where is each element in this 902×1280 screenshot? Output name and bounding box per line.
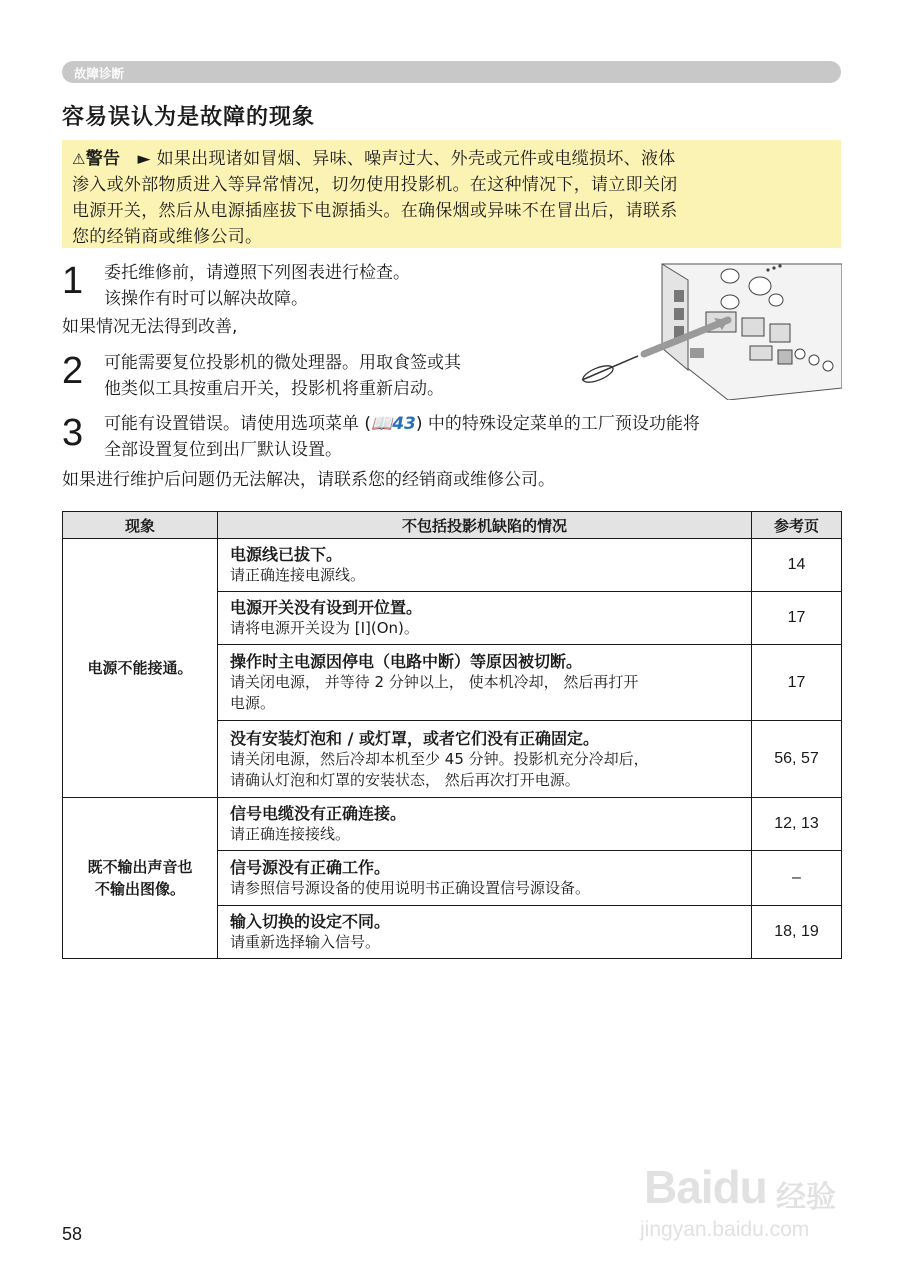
condition-desc: 请关闭电源，然后冷却本机至少 45 分钟。投影机充分冷却后， (230, 749, 649, 768)
step-text (104, 350, 461, 402)
table-header-row (63, 512, 842, 539)
condition-desc: 电源。 (230, 694, 276, 712)
step-text (104, 260, 410, 312)
step-number: 3 (62, 412, 84, 454)
watermark-url: jingyan.baidu.com (640, 1218, 810, 1241)
watermark (636, 1150, 846, 1250)
watermark-brand: Baidu (644, 1161, 767, 1213)
condition-title: 信号源没有正确工作。 (230, 858, 391, 877)
condition-title: 输入切换的设定不同。 (230, 912, 391, 931)
table-row (63, 539, 842, 592)
warning-label: 警告 (85, 149, 121, 169)
note-text: 如果进行维护后问题仍无法解决，请联系您的经销商或维修公司。 (62, 470, 555, 490)
step-number: 2 (62, 350, 84, 392)
section-bar (62, 61, 841, 83)
condition-cell (218, 906, 752, 959)
warning-arrow: ► (137, 149, 151, 169)
condition-desc: 请关闭电源， 并等待 2 分钟以上， 使本机冷却， 然后再打开 (230, 673, 639, 691)
step-line: 该操作有时可以解决故障。 (104, 289, 308, 309)
condition-desc: 请确认灯泡和灯罩的安装状态， 然后再次打开电源。 (230, 770, 580, 789)
warning-box (62, 140, 841, 248)
phenomenon-line: 既不输出声音也 (87, 858, 193, 876)
condition-desc: 请将电源开关设为 [I](On)。 (230, 619, 419, 637)
condition-desc: 请参照信号源设备的使用说明书正确设置信号源设备。 (230, 879, 591, 897)
step-text-part: ) 中的特殊设定菜单的工厂预设功能将 (415, 414, 700, 434)
condition-cell (218, 798, 752, 851)
page-ref-cell: – (752, 851, 842, 906)
column-header: 参考页 (752, 512, 842, 539)
column-header: 现象 (63, 512, 218, 539)
page-ref-cell: 17 (752, 645, 842, 721)
phenomenon-cell (63, 798, 218, 959)
table-row (63, 798, 842, 851)
condition-title: 操作时主电源因停电（电路中断）等原因被切断。 (230, 652, 583, 671)
condition-title: 电源线已拔下。 (230, 545, 343, 564)
page-title: 容易误认为是故障的现象 (62, 105, 316, 130)
condition-title: 信号电缆没有正确连接。 (230, 804, 407, 823)
condition-cell (218, 645, 752, 721)
page-number: 58 (62, 1224, 83, 1244)
condition-desc: 请重新选择输入信号。 (230, 933, 381, 951)
step-line: 可能需要复位投影机的微处理器。用取食签或其 (104, 353, 461, 373)
watermark-cn: 经验 (776, 1180, 836, 1215)
troubleshooting-table (62, 511, 842, 959)
projector-reset-illustration (578, 260, 842, 400)
page-ref-cell: 14 (752, 539, 842, 592)
step-line: 全部设置复位到出厂默认设置。 (104, 440, 342, 460)
condition-desc: 请正确连接电源线。 (230, 566, 366, 584)
warning-line: 电源开关，然后从电源插座拔下电源插头。在确保烟或异味不在冒出后，请联系 (72, 201, 678, 221)
column-header: 不包括投影机缺陷的情况 (218, 512, 752, 539)
page-ref-cell: 18, 19 (752, 906, 842, 959)
warning-triangle-icon: ⚠ (72, 150, 86, 168)
condition-cell (218, 539, 752, 592)
phenomenon-line: 不输出图像。 (94, 880, 185, 898)
step-text (104, 411, 700, 463)
step-line (104, 411, 700, 437)
page-ref-cell: 56, 57 (752, 721, 842, 798)
condition-cell (218, 592, 752, 645)
condition-title: 没有安装灯泡和 / 或灯罩，或者它们没有正确固定。 (230, 728, 599, 748)
page-ref-cell: 17 (752, 592, 842, 645)
reference-page: 43 (392, 414, 416, 434)
condition-cell (218, 851, 752, 906)
step-text-part: 可能有设置错误。请使用选项菜单 ( (104, 414, 372, 434)
page-ref-cell: 12, 13 (752, 798, 842, 851)
step-line: 他类似工具按重启开关，投影机将重新启动。 (104, 379, 444, 399)
warning-line: 您的经销商或维修公司。 (72, 227, 263, 247)
note-text: 如果情况无法得到改善, (62, 317, 238, 337)
step-line: 委托维修前，请遵照下列图表进行检查。 (104, 263, 410, 283)
condition-desc: 请正确连接接线。 (230, 825, 351, 843)
step-number: 1 (62, 260, 84, 302)
section-label: 故障诊断 (74, 66, 125, 81)
condition-cell (218, 721, 752, 798)
phenomenon-cell: 电源不能接通。 (63, 539, 218, 798)
warning-line: 如果出现诸如冒烟、异味、噪声过大、外壳或元件或电缆损坏、液体 (156, 149, 676, 169)
condition-title: 电源开关没有设到开位置。 (230, 598, 423, 617)
warning-line: 渗入或外部物质进入等异常情况，切勿使用投影机。在这种情况下，请立即关闭 (72, 175, 678, 195)
book-reference-icon[interactable] (371, 414, 416, 434)
book-icon: 📖 (371, 414, 393, 434)
